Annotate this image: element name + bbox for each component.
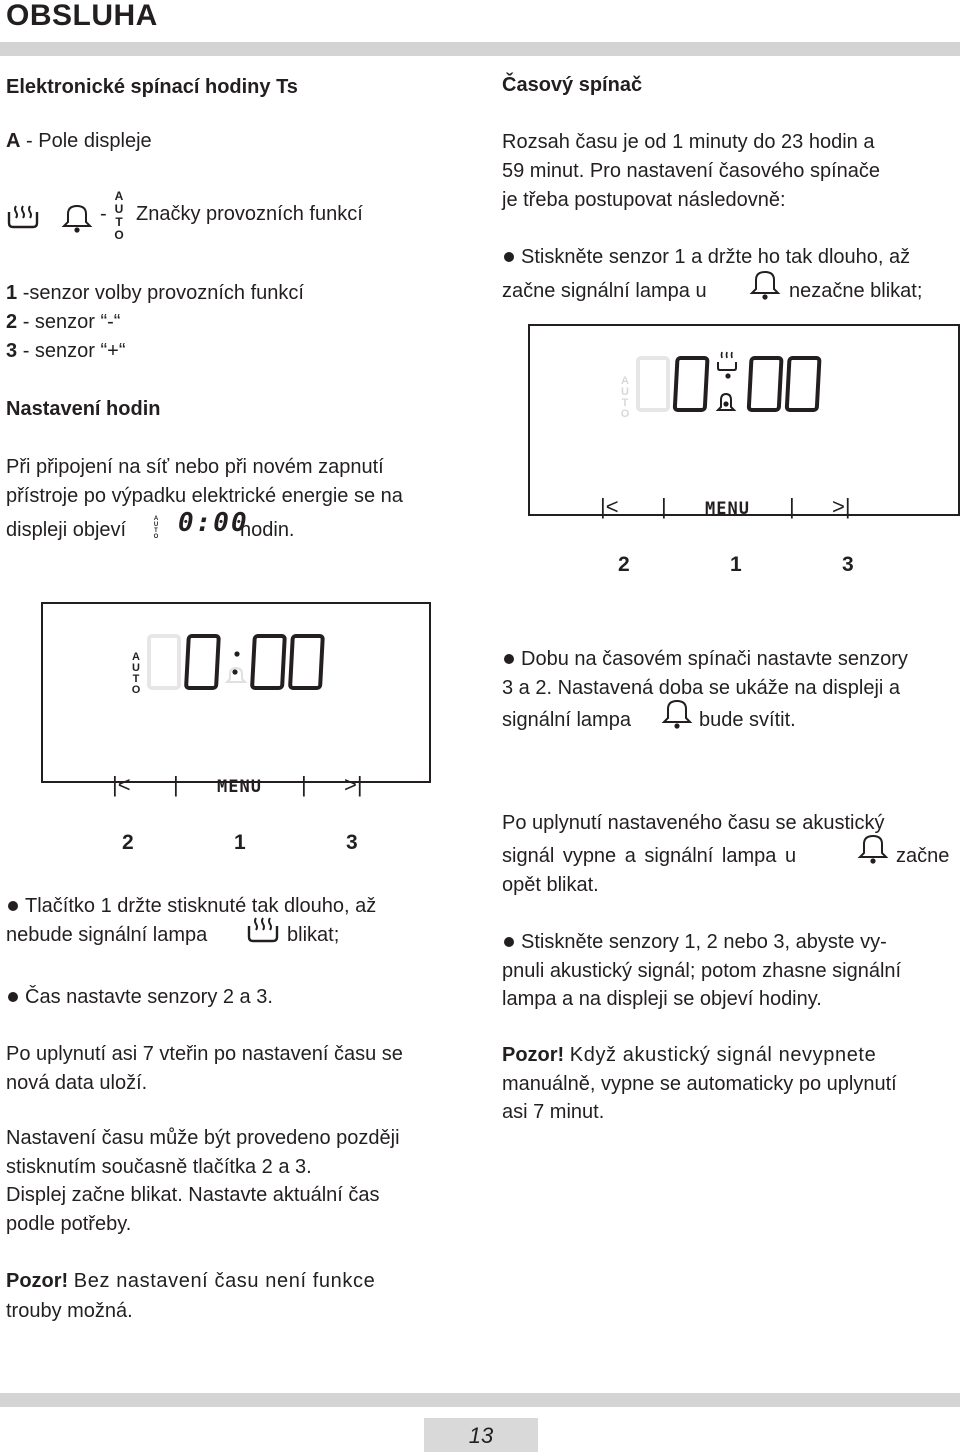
right-warning-line-1 <box>502 1041 876 1070</box>
panel-right-segment-display <box>634 348 834 416</box>
panel-right-divider-1: | <box>661 494 667 519</box>
left-warning-line-2: trouby možná. <box>6 1300 133 1322</box>
later-note-line-4: podle potřeby. <box>6 1213 132 1235</box>
panel-right-sensor-menu[interactable]: MENU <box>705 499 750 519</box>
clock-paragraph-line-2: přístroje po výpadku elektrické energie se na <box>6 485 403 507</box>
right-bullet-1-line-1 <box>502 243 910 272</box>
panel-left-segment-display <box>143 632 343 696</box>
section-title-timer-clock: Elektronické spínací hodiny Ts <box>6 76 298 98</box>
left-bullet-1-line-2 <box>6 921 207 950</box>
panel-left-auto-a: A <box>132 651 140 663</box>
bullet-dot <box>504 654 514 664</box>
inline-auto-icon <box>152 516 160 540</box>
page-title: OBSLUHA <box>6 0 158 32</box>
save-note-line-2: nová data uloží. <box>6 1072 148 1094</box>
sensor-2-legend <box>6 308 120 337</box>
panel-left-auto-t: T <box>132 673 140 685</box>
inline-auto-u: U <box>153 522 159 528</box>
after-line-3: opět blikat. <box>502 874 599 896</box>
inline-auto-a: A <box>153 516 159 522</box>
save-note-line-1: Po uplynutí asi 7 vteřin po nastavení času se <box>6 1043 403 1065</box>
footer-rule <box>0 1393 960 1407</box>
inline-clock-digits: 0:00 <box>178 508 249 538</box>
panel-left-divider-1: | <box>173 772 179 797</box>
bell-icon <box>748 268 782 302</box>
right-warning-line-2: manuálně, vypne se automaticky po uplynutí <box>502 1073 897 1095</box>
right-bullet-2-line-1 <box>502 645 908 674</box>
auto-letter-o: O <box>114 228 124 242</box>
legend-display-field <box>6 127 152 156</box>
range-line-3: je třeba postupovat následovně: <box>502 189 786 211</box>
right-bullet-3-line-1 <box>502 928 887 957</box>
later-note-line-2: stisknutím současně tlačítka 2 a 3. <box>6 1156 312 1178</box>
panel-right-auto-t: T <box>621 397 629 409</box>
bullet-dot <box>504 937 514 947</box>
left-bullet-1-text: Tlačítko 1 držte stisknuté tak dlouho, až <box>25 895 377 917</box>
panel-right-auto-u: U <box>621 386 629 398</box>
range-line-2: 59 minut. Pro nastavení časového spínače <box>502 160 881 182</box>
right-bullet-2-text: Dobu na časovém spínači nastavte senzory <box>521 648 908 670</box>
panel-left-sensor-menu[interactable]: MENU <box>217 777 262 797</box>
after-line-1: Po uplynutí nastaveného času se akustický <box>502 812 885 834</box>
panel-left-divider-2: | <box>301 772 307 797</box>
panel-left-auto-o: O <box>131 684 141 696</box>
panel-left-label-2: 2 <box>122 831 134 854</box>
panel-right-auto-a: A <box>621 375 629 387</box>
panel-right-auto-indicator <box>618 376 632 420</box>
auto-letter-u: U <box>114 202 124 216</box>
bullet-dot <box>504 252 514 262</box>
clock-paragraph-line-3 <box>6 516 126 545</box>
inline-auto-t: T <box>154 528 158 534</box>
oven-heat-icon <box>6 202 40 230</box>
sensor-2-key: 2 <box>6 311 18 333</box>
bullet-dot <box>8 992 18 1002</box>
clock-paragraph-text-a: displeji objeví <box>6 519 127 541</box>
bullet-dot <box>8 901 18 911</box>
sensor-3-legend <box>6 337 126 366</box>
after-line-2a: signál vypne a signální lampa u <box>502 845 797 867</box>
left-bullet-1-line-1 <box>6 892 376 921</box>
panel-left-sensor-plus[interactable]: >| <box>344 772 363 797</box>
right-bullet-2-line-2: 3 a 2. Nastavená doba se ukáže na displeji a <box>502 677 901 699</box>
sensor-1-legend <box>6 279 304 308</box>
clock-paragraph-line-1: Při připojení na síť nebo při novém zapnutí <box>6 456 384 478</box>
display-panel-left <box>41 602 431 783</box>
auto-mode-icon <box>112 190 126 242</box>
right-warning-label: Pozor! <box>502 1044 565 1066</box>
auto-letter-a: A <box>114 189 124 203</box>
header-rule <box>0 42 960 56</box>
oven-heat-icon <box>246 914 280 944</box>
legend-a-key: A <box>6 130 21 152</box>
right-bullet-3-text: Stiskněte senzory 1, 2 nebo 3, abyste vy- <box>521 931 887 953</box>
panel-right-label-2: 2 <box>618 553 630 576</box>
clock-paragraph-text-b: hodin. <box>240 519 295 541</box>
panel-right-sensor-plus[interactable]: >| <box>832 494 851 519</box>
right-bullet-3-line-3: lampa a na displeji se objeví hodiny. <box>502 988 822 1010</box>
auto-letter-t: T <box>115 215 123 229</box>
legend-icons-text: Značky provozních funkcí <box>136 203 363 225</box>
left-bullet-2 <box>6 983 273 1012</box>
left-warning-label: Pozor! <box>6 1270 69 1292</box>
left-bullet-1-text-b: blikat; <box>287 924 340 946</box>
right-bullet-2-text-a: signální lampa <box>502 709 631 731</box>
right-bullet-1-text-b: nezačne blikat; <box>789 280 923 302</box>
panel-left-auto-indicator <box>129 652 143 696</box>
after-line-2b: začne <box>896 845 950 867</box>
panel-left-label-3: 3 <box>346 831 358 854</box>
left-bullet-1-text-a: nebude signální lampa <box>6 924 208 946</box>
sensor-2-text: - senzor “-“ <box>22 311 121 333</box>
left-bullet-2-text: Čas nastavte senzory 2 a 3. <box>25 986 273 1008</box>
bell-icon <box>856 832 890 866</box>
right-bullet-1-text-a: začne signální lampa u <box>502 280 707 302</box>
bell-icon <box>60 202 94 234</box>
bell-icon <box>660 697 694 731</box>
sensor-1-text: -senzor volby provozních funkcí <box>22 282 304 304</box>
panel-left-auto-u: U <box>132 662 140 674</box>
panel-right-divider-2: | <box>789 494 795 519</box>
panel-right-label-1: 1 <box>730 553 742 576</box>
legend-a-text: - Pole displeje <box>26 130 152 152</box>
sensor-1-key: 1 <box>6 282 18 304</box>
right-warning-line-3: asi 7 minut. <box>502 1101 605 1123</box>
right-bullet-2-text-b: bude svítit. <box>699 709 796 731</box>
section-title-timer-switch: Časový spínač <box>502 74 643 96</box>
right-bullet-3-line-2: pnuli akustický signál; potom zhasne signální <box>502 960 902 982</box>
left-warning-text: Bez nastavení času není funkce <box>73 1270 376 1292</box>
panel-left-label-1: 1 <box>234 831 246 854</box>
page-number: 13 <box>424 1418 538 1452</box>
right-bullet-1-text: Stiskněte senzor 1 a držte ho tak dlouho, až <box>521 246 911 268</box>
display-panel-right <box>528 324 960 516</box>
sensor-3-text: - senzor “+“ <box>22 340 126 362</box>
panel-right-sensor-minus[interactable]: |< <box>600 494 619 519</box>
left-warning-line-1 <box>6 1267 375 1296</box>
sensor-3-key: 3 <box>6 340 18 362</box>
panel-right-auto-o: O <box>620 408 630 420</box>
right-warning-text: Když akustický signál nevypnete <box>569 1044 877 1066</box>
panel-right-label-3: 3 <box>842 553 854 576</box>
inline-auto-o: O <box>153 534 159 540</box>
later-note-line-3: Displej začne blikat. Nastavte aktuální čas <box>6 1184 380 1206</box>
clock-setting-heading: Nastavení hodin <box>6 398 161 420</box>
range-line-1: Rozsah času je od 1 minuty do 23 hodin a <box>502 131 875 153</box>
later-note-line-1: Nastavení času může být provedeno později <box>6 1127 400 1149</box>
panel-left-sensor-minus[interactable]: |< <box>112 772 131 797</box>
legend-dash: - <box>100 203 107 225</box>
